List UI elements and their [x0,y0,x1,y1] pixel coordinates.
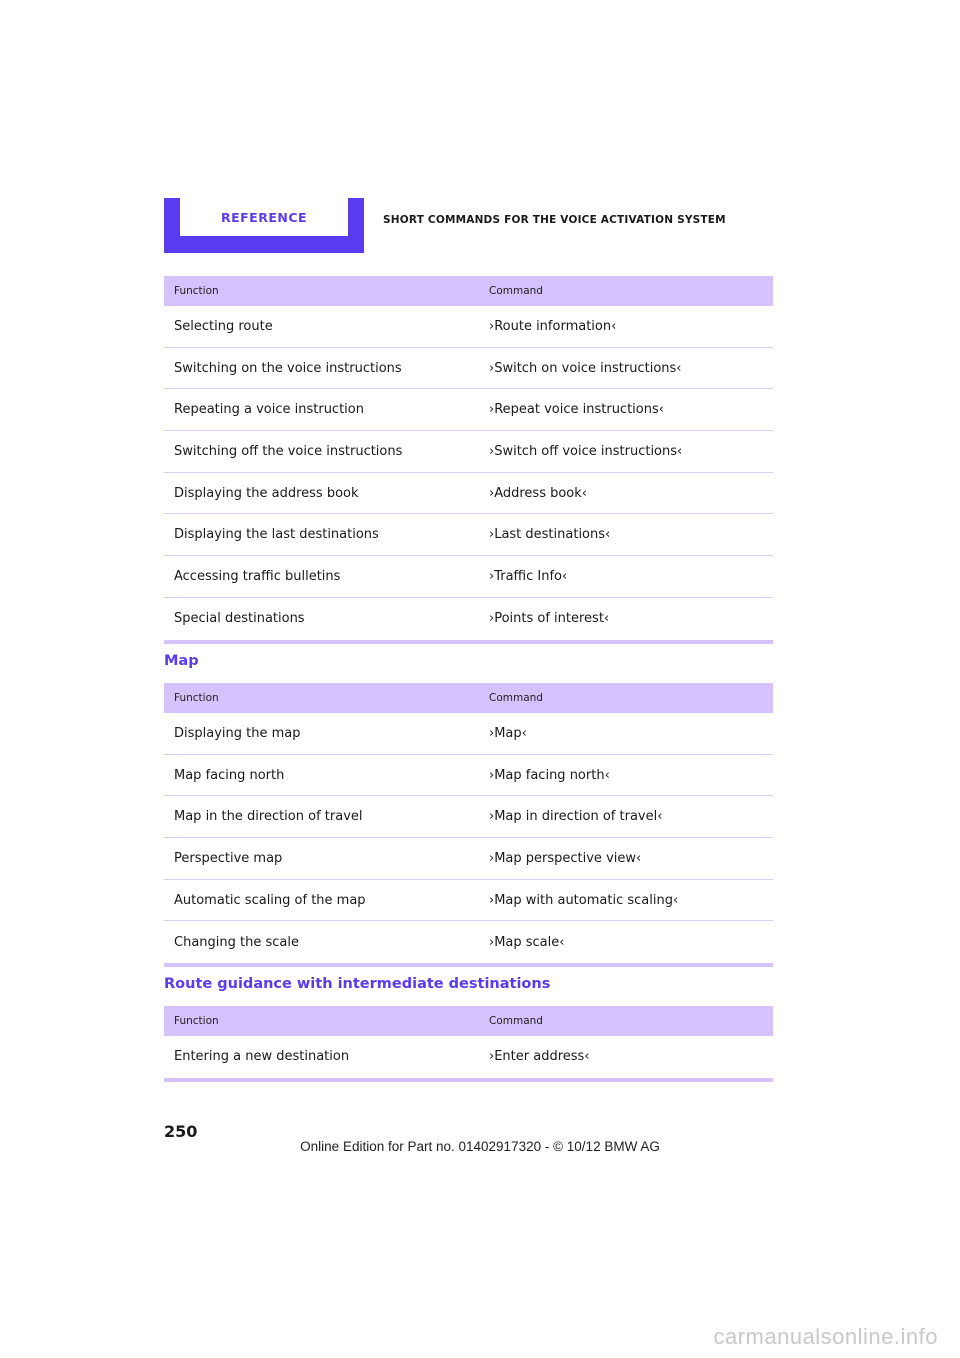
table-row [164,796,773,838]
function-cell: Perspective map [174,850,283,866]
command-cell: ›Route information‹ [489,318,617,334]
function-cell: Map facing north [174,767,285,783]
edition-footer: Online Edition for Part no. 01402917320 - © 10/12 BMW AG [300,1139,660,1154]
table-header [164,276,773,306]
running-head [383,214,726,226]
table-row [164,921,773,963]
col-command-header: Command [489,285,543,297]
command-cell: ›Points of interest‹ [489,611,610,627]
table-row [164,431,773,473]
table-row [164,838,773,880]
command-cell: ›Enter address‹ [489,1049,590,1065]
function-cell: Switching on the voice instructions [174,360,402,376]
table-row [164,473,773,515]
command-cell: ›Last destinations‹ [489,527,611,543]
table-row [164,1036,773,1078]
table-row [164,348,773,390]
col-function-header: Function [174,1015,219,1027]
running-head-text: SHORT COMMANDS FOR THE VOICE ACTIVATION SYSTEM [383,214,726,226]
table-header [164,1006,773,1036]
route-commands-table [164,276,773,644]
command-cell: ›Switch off voice instructions‹ [489,443,683,459]
function-cell: Switching off the voice instructions [174,443,403,459]
command-cell: ›Address book‹ [489,485,587,501]
table-row [164,389,773,431]
section-title-route-guidance: Route guidance with intermediate destinations [164,976,551,992]
function-cell: Selecting route [174,318,273,334]
watermark: carmanualsonline.info [713,1324,938,1349]
command-cell: ›Map with automatic scaling‹ [489,892,679,908]
command-cell: ›Map in direction of travel‹ [489,809,663,825]
command-cell: ›Repeat voice instructions‹ [489,402,664,418]
table-row [164,880,773,922]
table-header [164,683,773,713]
table-row [164,556,773,598]
function-cell: Changing the scale [174,934,299,950]
table-row [164,755,773,797]
command-cell: ›Map‹ [489,725,527,741]
function-cell: Map in the direction of travel [174,809,363,825]
section-title-map: Map [164,653,199,669]
function-cell: Special destinations [174,611,305,627]
function-cell: Entering a new destination [174,1049,350,1065]
table-end-rule [164,1078,773,1082]
function-cell: Displaying the address book [174,485,359,501]
function-cell: Displaying the last destinations [174,527,379,543]
table-row [164,598,773,640]
function-cell: Displaying the map [174,725,301,741]
function-cell: Repeating a voice instruction [174,402,364,418]
function-cell: Automatic scaling of the map [174,892,366,908]
route-guidance-commands-table [164,1006,773,1082]
function-cell: Accessing traffic bulletins [174,568,341,584]
reference-tab-label: REFERENCE [180,198,348,236]
page-number: 250 [164,1122,198,1141]
col-command-header: Command [489,692,543,704]
command-cell: ›Switch on voice instructions‹ [489,360,682,376]
command-cell: ›Map facing north‹ [489,767,610,783]
col-function-header: Function [174,692,219,704]
table-end-rule [164,640,773,644]
table-row [164,514,773,556]
command-cell: ›Traffic Info‹ [489,568,568,584]
command-cell: ›Map scale‹ [489,934,565,950]
col-function-header: Function [174,285,219,297]
table-row [164,713,773,755]
map-commands-table [164,683,773,967]
table-end-rule [164,963,773,967]
col-command-header: Command [489,1015,543,1027]
table-row [164,306,773,348]
command-cell: ›Map perspective view‹ [489,850,642,866]
